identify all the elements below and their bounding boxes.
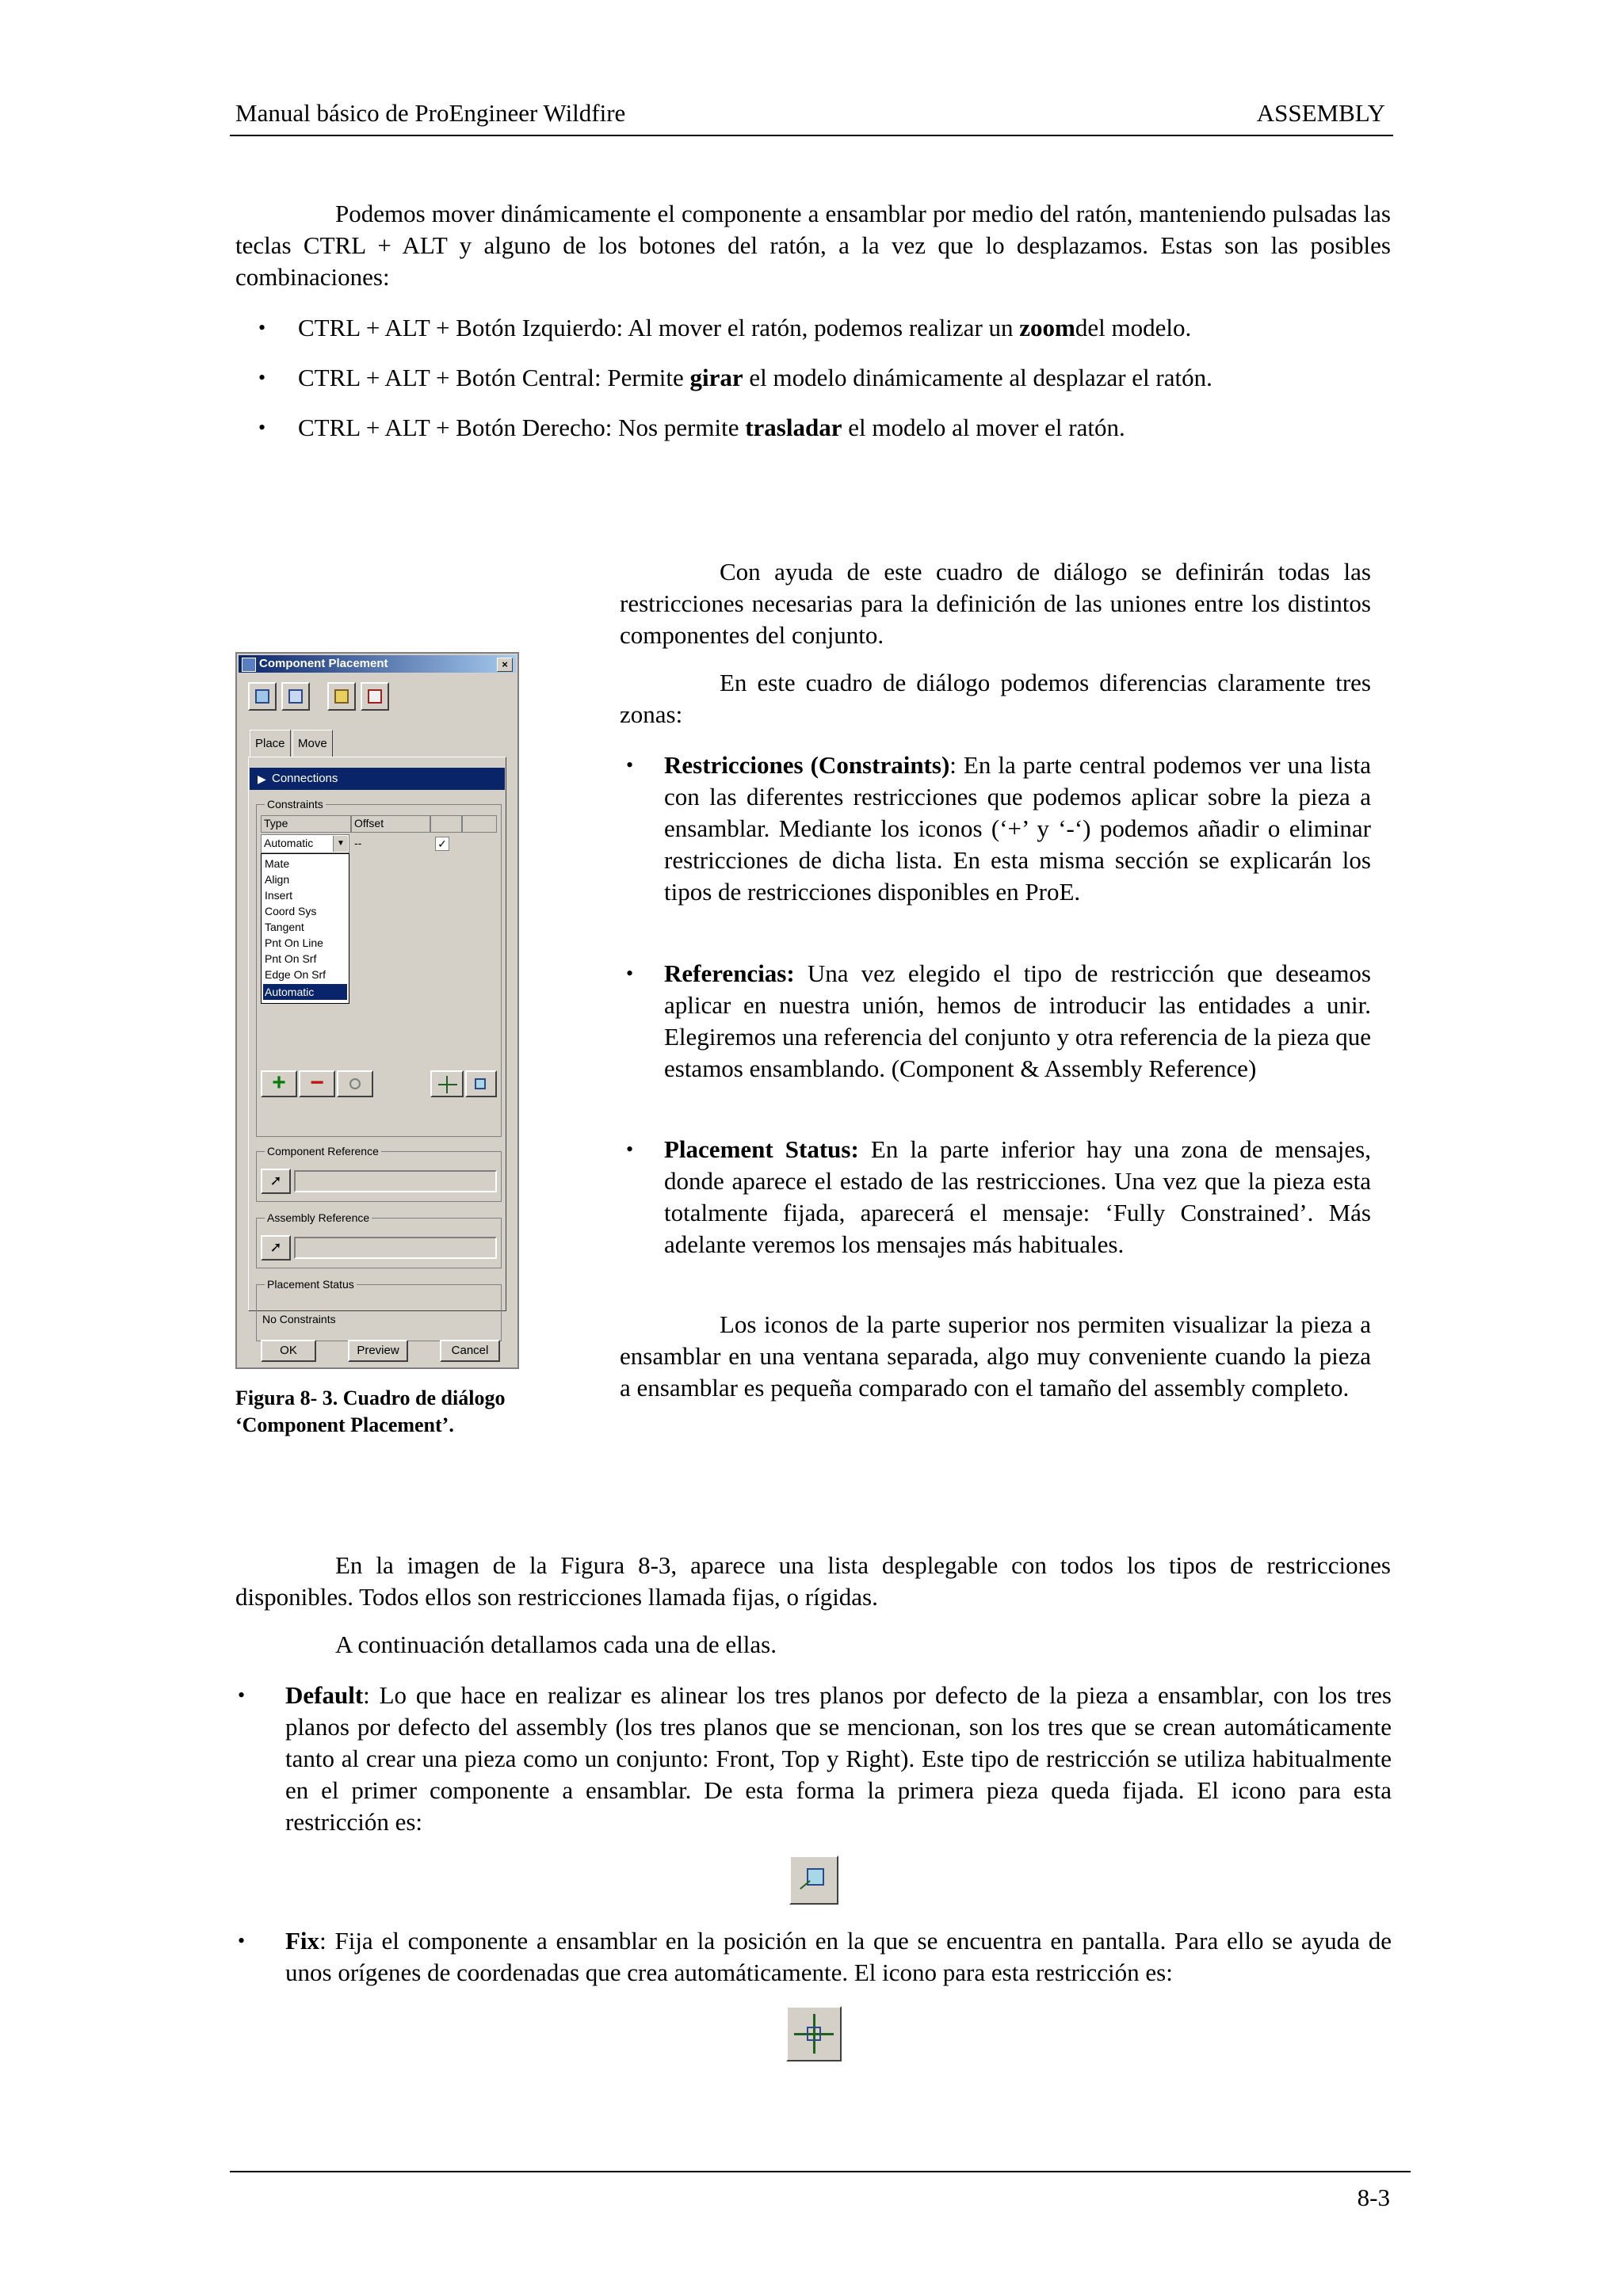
- assembly-reference-pointer-icon[interactable]: ➚: [261, 1235, 291, 1261]
- lower-paragraph-1: En la imagen de la Figura 8-3, aparece una lista desplegable con todos los tipos de restricciones disponibles. Todos ellos son restricciones llamada fijas, o rígidas.: [235, 1551, 1391, 1611]
- bullet-dot: •: [258, 416, 266, 439]
- open-folder-icon[interactable]: [327, 682, 356, 711]
- right-paragraph-3: Los iconos de la parte superior nos permiten visualizar la pieza a ensamblar en una ventana separada, algo muy conveniente cuando la pieza a ensamblar es pequeña comparado con el tamaño del assembly completo.: [620, 1310, 1371, 1402]
- flip-checkbox[interactable]: ✓: [435, 837, 449, 851]
- list-item-pnt-on-srf[interactable]: Pnt On Srf: [265, 952, 317, 965]
- intro-paragraph: Podemos mover dinámicamente el componente a ensamblar por medio del ratón, manteniendo pulsadas las teclas CTRL + ALT y alguno de los botones del ratón, a la vez que lo desplazamos. Estas son las posibles combinaciones:: [235, 200, 1391, 291]
- header-section: ASSEMBLY: [1256, 99, 1385, 127]
- fix-icon[interactable]: [430, 1070, 464, 1097]
- column-extra: [430, 815, 462, 833]
- cancel-button[interactable]: Cancel: [440, 1340, 500, 1362]
- bullet-dot: •: [238, 1929, 246, 1952]
- list-item-align[interactable]: Align: [265, 873, 290, 886]
- offset-value[interactable]: --: [351, 834, 430, 853]
- list-item-coord-sys[interactable]: Coord Sys: [265, 905, 317, 917]
- dialog-title-bar: [239, 655, 516, 673]
- lower-paragraph-2: A continuación detallamos cada una de ellas.: [335, 1630, 777, 1658]
- list-item-insert[interactable]: Insert: [265, 889, 293, 902]
- component-reference-label: Component Reference: [265, 1144, 381, 1158]
- bullet-dot: •: [238, 1684, 246, 1707]
- app-icon: [242, 658, 256, 672]
- chevron-down-icon[interactable]: ▼: [333, 836, 348, 852]
- component-reference-pointer-icon[interactable]: ➚: [261, 1169, 291, 1194]
- window-split-icon[interactable]: [281, 682, 310, 711]
- assembly-reference-label: Assembly Reference: [265, 1211, 372, 1225]
- bullet-default: Default: Lo que hace en realizar es alinear los tres planos por defecto de la pieza a ensamblar, con los tres planos por defecto del assembly (los tres planos que se mencionan, son los tres que se crean automáticamente tanto al crear una pieza como un conjunto: Front, Top y Right). Este tipo de restricción se utiliza habitualmente en el primer componente a ensamblar. De esta forma la primera pieza queda fijada. El icono para esta restricción es:: [285, 1681, 1392, 1836]
- add-constraint-button[interactable]: +: [261, 1070, 297, 1097]
- constraint-type-list: [261, 853, 349, 1004]
- properties-icon[interactable]: [361, 682, 389, 711]
- tab-move[interactable]: Move: [292, 730, 333, 757]
- intro-bullet-2: CTRL + ALT + Botón Central: Permite girar el modelo dinámicamente al desplazar el ratón.: [298, 364, 1212, 391]
- right-paragraph-2: En este cuadro de diálogo podemos diferencias claramente tres zonas:: [620, 669, 1371, 728]
- intro-bullet-3: CTRL + ALT + Botón Derecho: Nos permite trasladar el modelo al mover el ratón.: [298, 414, 1125, 441]
- column-offset: Offset: [351, 815, 430, 833]
- connections-header[interactable]: [250, 768, 505, 790]
- header-title: Manual básico de ProEngineer Wildfire: [235, 99, 626, 127]
- constraints-label: Constraints: [265, 797, 326, 811]
- type-select[interactable]: [261, 834, 349, 853]
- default-icon[interactable]: [465, 1070, 497, 1097]
- list-item-automatic[interactable]: Automatic: [263, 984, 347, 1000]
- header-rule: [230, 135, 1393, 136]
- ok-button[interactable]: OK: [261, 1340, 316, 1362]
- list-item-pnt-on-line[interactable]: Pnt On Line: [265, 936, 323, 949]
- tab-place[interactable]: Place: [250, 730, 291, 757]
- dialog-title: Component Placement: [259, 657, 388, 670]
- page-number: 8-3: [1357, 2183, 1390, 2211]
- figure-caption-line-2: ‘Component Placement’.: [235, 1413, 454, 1436]
- type-select-value: Automatic: [264, 837, 314, 849]
- list-item-tangent[interactable]: Tangent: [265, 921, 304, 933]
- right-paragraph-1: Con ayuda de este cuadro de diálogo se definirán todas las restricciones necesarias para la definición de las uniones entre los distintos componentes del conjunto.: [620, 558, 1371, 649]
- component-reference-field[interactable]: [294, 1170, 497, 1192]
- status-text: No Constraints: [262, 1313, 336, 1325]
- bullet-dot: •: [626, 1138, 634, 1161]
- bullet-dot: •: [258, 366, 266, 389]
- fix-constraint-icon: [786, 2006, 842, 2061]
- undo-icon[interactable]: [337, 1070, 373, 1097]
- column-type: Type: [261, 815, 351, 833]
- window-icon[interactable]: [248, 682, 277, 711]
- connections-label: Connections: [272, 772, 338, 785]
- component-placement-dialog: [235, 652, 519, 1369]
- expand-arrow-icon: ▶: [258, 772, 266, 785]
- assembly-reference-field[interactable]: [294, 1237, 497, 1259]
- preview-button[interactable]: Preview: [348, 1340, 408, 1362]
- right-bullet-references: Referencias: Una vez elegido el tipo de restricción que deseamos aplicar en nuestra unión, hemos de introducir las entidades a unir. Elegiremos una referencia del conjunto y otra referencia de la pieza que estamos ensamblando. (Component & Assembly Reference): [664, 959, 1371, 1082]
- placement-status-label: Placement Status: [265, 1277, 357, 1291]
- bullet-dot: •: [626, 753, 634, 776]
- footer-rule: [230, 2171, 1411, 2172]
- bullet-dot: •: [258, 316, 266, 339]
- figure-caption-line-1: Figura 8- 3. Cuadro de diálogo: [235, 1386, 506, 1409]
- column-extra: [462, 815, 497, 833]
- bullet-dot: •: [626, 962, 634, 985]
- close-icon[interactable]: ×: [497, 658, 513, 672]
- list-item-edge-on-srf[interactable]: Edge On Srf: [265, 968, 327, 981]
- right-bullet-constraints: Restricciones (Constraints): En la parte central podemos ver una lista con las diferentes restricciones que podemos aplicar sobre la pieza a ensamblar. Mediante los iconos (‘+’ y ‘-‘) podemos añadir o eliminar restricciones de dicha lista. En esta misma sección se explicarán los tipos de restricciones disponibles en ProE.: [664, 751, 1371, 906]
- right-bullet-placement-status: Placement Status: En la parte inferior hay una zona de mensajes, donde aparece el estado de las restricciones. Una vez que la pieza esta totalmente fijada, aparecerá el mensaje: ‘Fully Constrained’. Más adelante veremos los mensajes más habituales.: [664, 1135, 1371, 1258]
- list-item-mate[interactable]: Mate: [265, 857, 290, 870]
- intro-bullet-1: CTRL + ALT + Botón Izquierdo: Al mover el ratón, podemos realizar un zoomdel modelo.: [298, 314, 1192, 341]
- default-constraint-icon: [789, 1855, 838, 1905]
- bullet-fix: Fix: Fija el componente a ensamblar en la posición en la que se encuentra en pantalla. Para ello se ayuda de unos orígenes de coordenadas que crea automáticamente. El icono para esta restricción es:: [285, 1927, 1392, 1986]
- remove-constraint-button[interactable]: −: [299, 1070, 335, 1097]
